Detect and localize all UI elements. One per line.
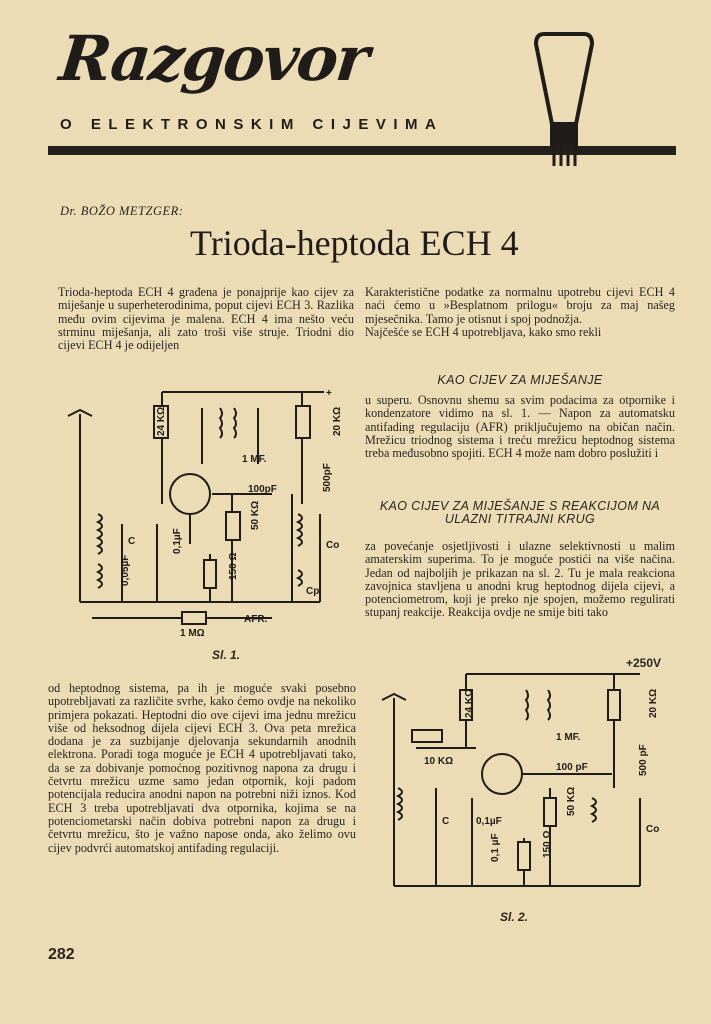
- figure-2-caption: Sl. 2.: [500, 910, 529, 924]
- masthead-logo: Razgovor: [56, 22, 371, 95]
- fig1-label-c: C: [128, 536, 136, 547]
- article-author: Dr. BOŽO METZGER:: [60, 204, 184, 218]
- paragraph-mixer: u superu. Osnovnu shemu sa svim podacima za otpornike i kondenzatore vidimo na sl. 1. — Napon za automatsku antifading regulaciju (AFR) priključujemo na običan način. Mrežicu triodnog sistema i treću mrežicu heptodnog sistema treba međusobno spojiti. ECH 4 može nam dobro poslužiti i: [365, 393, 675, 461]
- fig1-label-co: Co: [326, 540, 340, 551]
- fig2-supply-voltage: +250V: [626, 656, 662, 670]
- paragraph-data: Karakteristične podatke za normalnu upotrebu cijevi ECH 4 naći ćemo u »Besplatnom prilogu« broju za maj našeg mjesečnika. Tamo je otisnut i spoj podnožja.: [365, 285, 675, 326]
- fig2-label-mf: 1 MF.: [556, 732, 581, 743]
- fig2-label-c100: 100 pF: [556, 762, 588, 773]
- paragraph-usage: Najčešće se ECH 4 upotrebljava, kako smo rekli: [365, 324, 602, 339]
- article-title: Trioda-heptoda ECH 4: [190, 223, 519, 263]
- fig1-label-c01: 0,1µF: [172, 528, 183, 554]
- fig1-label-cp: Cp: [306, 586, 320, 597]
- fig1-label-r20: 20 KΩ: [332, 406, 343, 436]
- fig2-label-c01b: 0,1 µF: [490, 833, 501, 862]
- schematic-figure-1: [62, 384, 352, 646]
- fig2-label-co: Co: [646, 824, 660, 835]
- fig1-label-r1m: 1 MΩ: [180, 628, 205, 639]
- fig2-label-r24: 24 KΩ: [464, 688, 475, 718]
- fig2-label-r150: 150 Ω: [542, 830, 553, 858]
- fig1-label-r50: 50 KΩ: [250, 500, 261, 530]
- masthead-subtitle: O ELEKTRONSKIM CIJEVIMA: [60, 116, 444, 133]
- paragraph-intro: Trioda-heptoda ECH 4 građena je ponajprije kao cijev za miješanje u superheterodinima, poput cijevi ECH 3. Razlika među ovim cijevima je malena. ECH 4 ima nešto veću strminu miješanja, ali zato troši više struje. Triodni dio cijevi ECH 4 je odijeljen: [58, 285, 354, 353]
- schematic-figure-2: [376, 668, 672, 908]
- page-number: 282: [48, 946, 75, 963]
- fig2-label-r10: 10 KΩ: [424, 756, 454, 767]
- fig1-label-r150: 150 Ω: [228, 552, 239, 580]
- fig2-label-r20: 20 KΩ: [648, 688, 659, 718]
- paragraph-heptode: od heptodnog sistema, pa ih je moguće svaki posebno upotrebljavati za različite svrhe, kako ćemo ovdje na nekoliko primjera pokazati. Heptodni dio ove cijevi ima jednu mrežicu više od heksodnog dijela cijevi ECH 3. Ova peta mrežica dodana je za suzbijanje djelovanja sekundarnih anodnih elektrona. Poradi toga moguće je ECH 4 upotrebljavati tako, da se za dobivanje pomoćnog pozitivnog napona za drugu i četvrtu mrežicu uzme samo jedan otpornik, koji padom potencijala reducira anodni napon na potrebni niži iznos. Kod ECH 3 treba upotrebljavati dva otpornika, kojima se na potenciometarski način dobiva potrebni napon za drugu i četvrtu mrežicu, što je važno napose onda, ako želimo ovu cijev podvrći automatskoj antifading regulaciji.: [48, 681, 356, 855]
- fig2-label-c: C: [442, 816, 450, 827]
- paragraph-reaction: za povećanje osjetljivosti i ulazne selektivnosti u malim amaterskim superima. To je moguće postići na više načina. Jedan od najboljih je prikazan na sl. 2. Tu je mala reakciona zavojnica stavljena u anodni krug heptodnog dijela cijevi, a potenciometrom, koji je preko nje spojen, možemo regulirati stupanj reakcije. Reakcija ovdje ne smije biti tako: [365, 539, 675, 620]
- fig1-label-afr: AFR.: [244, 614, 268, 625]
- fig1-label-c100: 100pF: [248, 484, 277, 495]
- paragraph-characteristics: [365, 286, 675, 339]
- fig1-label-c005: 0,05µF: [120, 554, 131, 586]
- fig1-label-r24: 24 KΩ: [156, 406, 167, 436]
- vacuum-tube-icon: [528, 24, 600, 174]
- fig2-label-r50: 50 KΩ: [566, 786, 577, 816]
- section-heading-reaction: KAO CIJEV ZA MIJEŠANJE S REAKCIJOM NA ULAZNI TITRAJNI KRUG: [379, 499, 661, 526]
- fig1-label-plus: +: [326, 388, 332, 399]
- fig1-label-c500: 500pF: [322, 463, 333, 492]
- section-heading-mixer: KAO CIJEV ZA MIJEŠANJE: [437, 373, 603, 387]
- fig2-label-c01a: 0,1µF: [476, 816, 502, 827]
- fig1-label-mf: 1 MF.: [242, 454, 267, 465]
- fig2-label-c500: 500 pF: [638, 744, 649, 776]
- figure-1-caption: Sl. 1.: [212, 648, 241, 662]
